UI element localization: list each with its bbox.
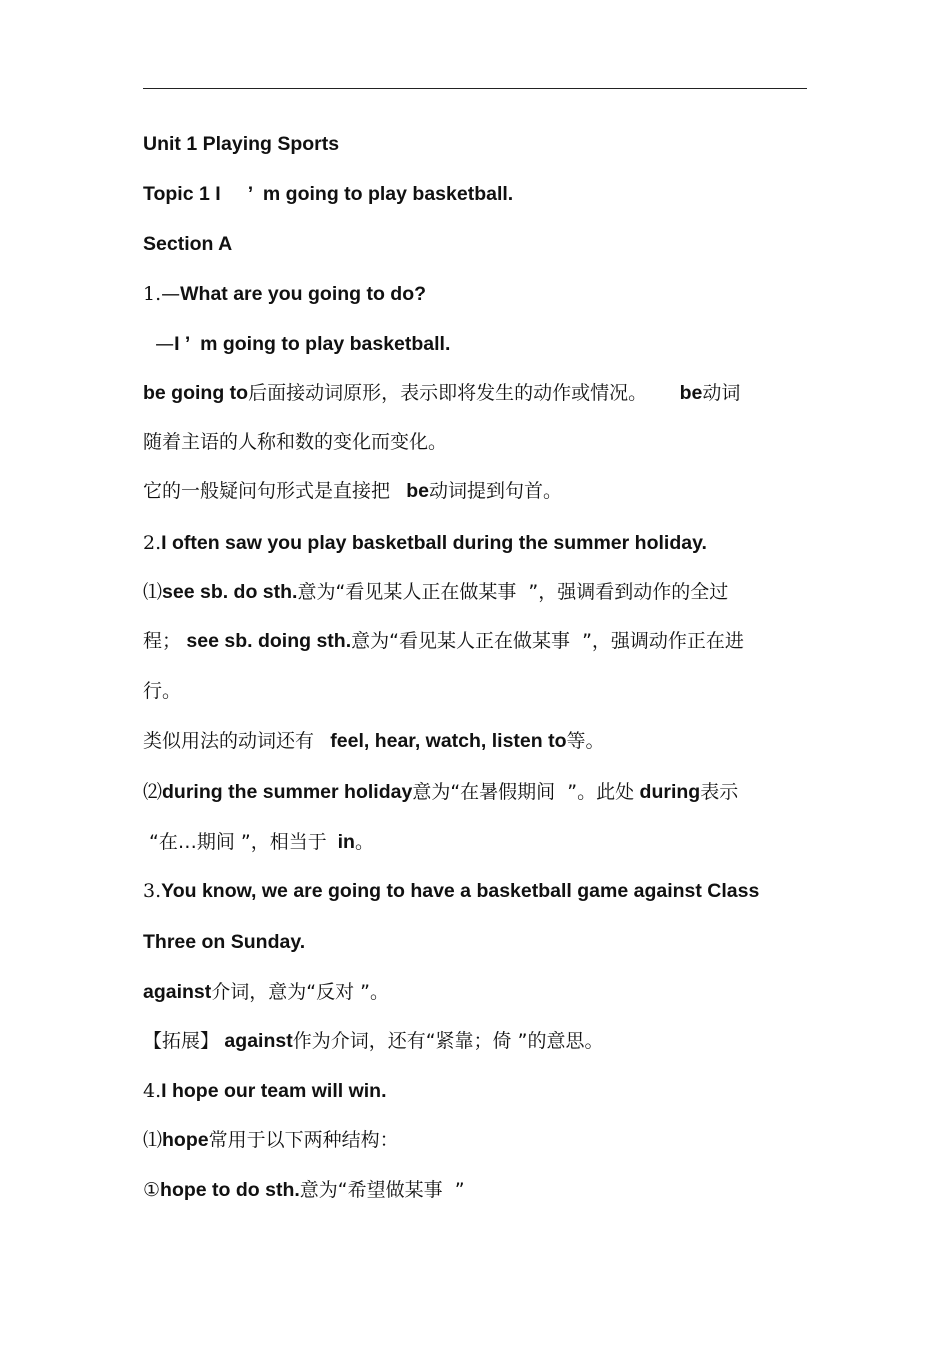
unit-title: Unit 1 Playing Sports (143, 133, 340, 155)
item-4-note-1: ⑴hope常用于以下两种结构： (143, 1129, 399, 1151)
item-3-sentence-line-2: Three on Sunday. (143, 931, 306, 953)
item-4-note-1-structure-1: ①hope to do sth.意为“希望做某事 ” (143, 1179, 465, 1201)
item-3-extension: 【拓展】 against作为介词，还有“紧靠；倚 ”的意思。 (143, 1030, 604, 1052)
section-title: Section A (143, 233, 233, 255)
item-1-note-line-3: 它的一般疑问句形式是直接把 be动词提到句首。 (143, 480, 563, 502)
item-2-note-1-line-4: 类似用法的动词还有 feel, hear, watch, listen to等。 (143, 730, 605, 752)
item-1-question: 1.—What are you going to do? (143, 283, 427, 305)
item-1-note-line-1: be going to后面接动词原形，表示即将发生的动作或情况。 be动词 (143, 382, 741, 404)
item-2-note-1-line-2: 程； see sb. doing sth.意为“看见某人正在做某事 ”，强调动作正在进 (143, 630, 744, 652)
item-4-sentence: 4.I hope our team will win. (143, 1080, 387, 1102)
item-2-note-1-line-1: ⑴see sb. do sth.意为“看见某人正在做某事 ”，强调看到动作的全过 (143, 581, 729, 603)
item-3-sentence-line-1: 3.You know, we are going to have a basketball game against Class (143, 880, 760, 902)
header-rule (143, 88, 807, 89)
item-1-note-line-2: 随着主语的人称和数的变化而变化。 (143, 431, 448, 453)
item-2-note-1-line-3: 行。 (143, 680, 182, 702)
item-1-answer: —I ’ m going to play basketball. (143, 333, 451, 355)
item-3-note: against介词，意为“反对 ”。 (143, 981, 390, 1003)
item-2-sentence: 2.I often saw you play basketball during the summer holiday. (143, 532, 707, 554)
item-2-note-2-line-2: “在…期间 ”，相当于 in。 (143, 831, 374, 853)
topic-title: Topic 1 I ’ m going to play basketball. (143, 183, 514, 205)
item-2-note-2-line-1: ⑵during the summer holiday意为“在暑假期间 ”。此处 during表示 (143, 781, 739, 803)
